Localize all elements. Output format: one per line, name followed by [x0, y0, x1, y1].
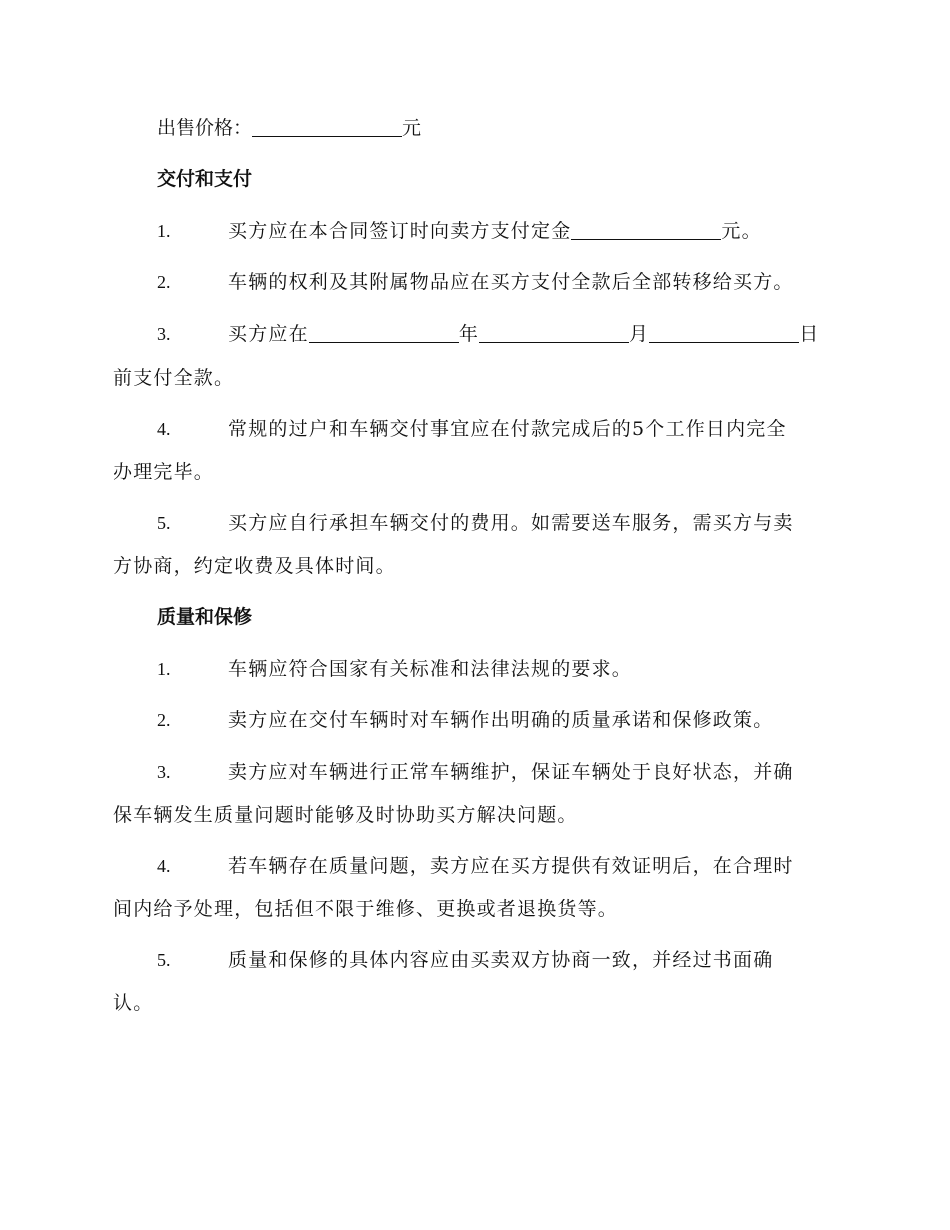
delivery-item-3-day: 日 — [799, 323, 820, 345]
sale-price-label: 出售价格： — [157, 117, 253, 139]
sale-price-line — [157, 115, 421, 141]
quality-item-4-line2: 间内给予处理，包括但不限于维修、更换或者退换货等。 — [113, 898, 619, 920]
delivery-item-3-number: 3. — [157, 324, 171, 344]
delivery-item-3-year: 年 — [458, 323, 480, 345]
deposit-amount-blank — [571, 219, 721, 240]
delivery-item-2-text: 车辆的权利及其附属物品应在买方支付全款后全部转移给买方。 — [228, 271, 794, 293]
delivery-item-4-line1: 常规的过户和车辆交付事宜应在付款完成后的5个工作日内完全 — [228, 418, 787, 440]
delivery-item-3-text — [228, 321, 819, 347]
quality-item-5-number: 5. — [157, 950, 171, 970]
delivery-item-1-number: 1. — [157, 221, 171, 241]
quality-item-5-line1: 质量和保修的具体内容应由买卖双方协商一致，并经过书面确 — [228, 949, 774, 971]
quality-item-3-line2: 保车辆发生质量问题时能够及时协助买方解决问题。 — [113, 804, 578, 826]
section-heading-delivery: 交付和支付 — [157, 168, 253, 190]
delivery-item-3-prefix: 买方应在 — [228, 323, 309, 345]
payment-year-blank — [309, 322, 459, 343]
quality-item-5-line2: 认。 — [113, 992, 154, 1014]
sale-price-blank — [252, 116, 402, 137]
delivery-item-2-number: 2. — [157, 272, 171, 292]
quality-item-2-text: 卖方应在交付车辆时对车辆作出明确的质量承诺和保修政策。 — [228, 709, 774, 731]
quality-item-4-line1: 若车辆存在质量问题，卖方应在买方提供有效证明后，在合理时 — [228, 855, 794, 877]
delivery-item-1-before: 买方应在本合同签订时向卖方支付定金 — [228, 220, 572, 242]
delivery-item-1-after: 元。 — [721, 220, 762, 242]
quality-item-1-text: 车辆应符合国家有关标准和法律法规的要求。 — [228, 658, 633, 680]
delivery-item-4-number: 4. — [157, 419, 171, 439]
delivery-item-3-month: 月 — [629, 323, 650, 345]
quality-item-3-number: 3. — [157, 762, 171, 782]
delivery-item-5-line1: 买方应自行承担车辆交付的费用。如需要送车服务，需买方与卖 — [228, 512, 794, 534]
payment-day-blank — [649, 322, 799, 343]
delivery-item-4-line2: 办理完毕。 — [113, 461, 215, 483]
quality-item-4-number: 4. — [157, 856, 171, 876]
delivery-item-3-continuation: 前支付全款。 — [113, 367, 235, 389]
delivery-item-5-number: 5. — [157, 513, 171, 533]
quality-item-1-number: 1. — [157, 659, 171, 679]
section-heading-quality: 质量和保修 — [157, 606, 253, 628]
payment-month-blank — [479, 322, 629, 343]
quality-item-3-line1: 卖方应对车辆进行正常车辆维护，保证车辆处于良好状态，并确 — [228, 761, 794, 783]
delivery-item-5-line2: 方协商，约定收费及具体时间。 — [113, 555, 396, 577]
quality-item-2-number: 2. — [157, 710, 171, 730]
delivery-item-1-text — [228, 218, 762, 244]
sale-price-unit: 元 — [402, 117, 422, 139]
